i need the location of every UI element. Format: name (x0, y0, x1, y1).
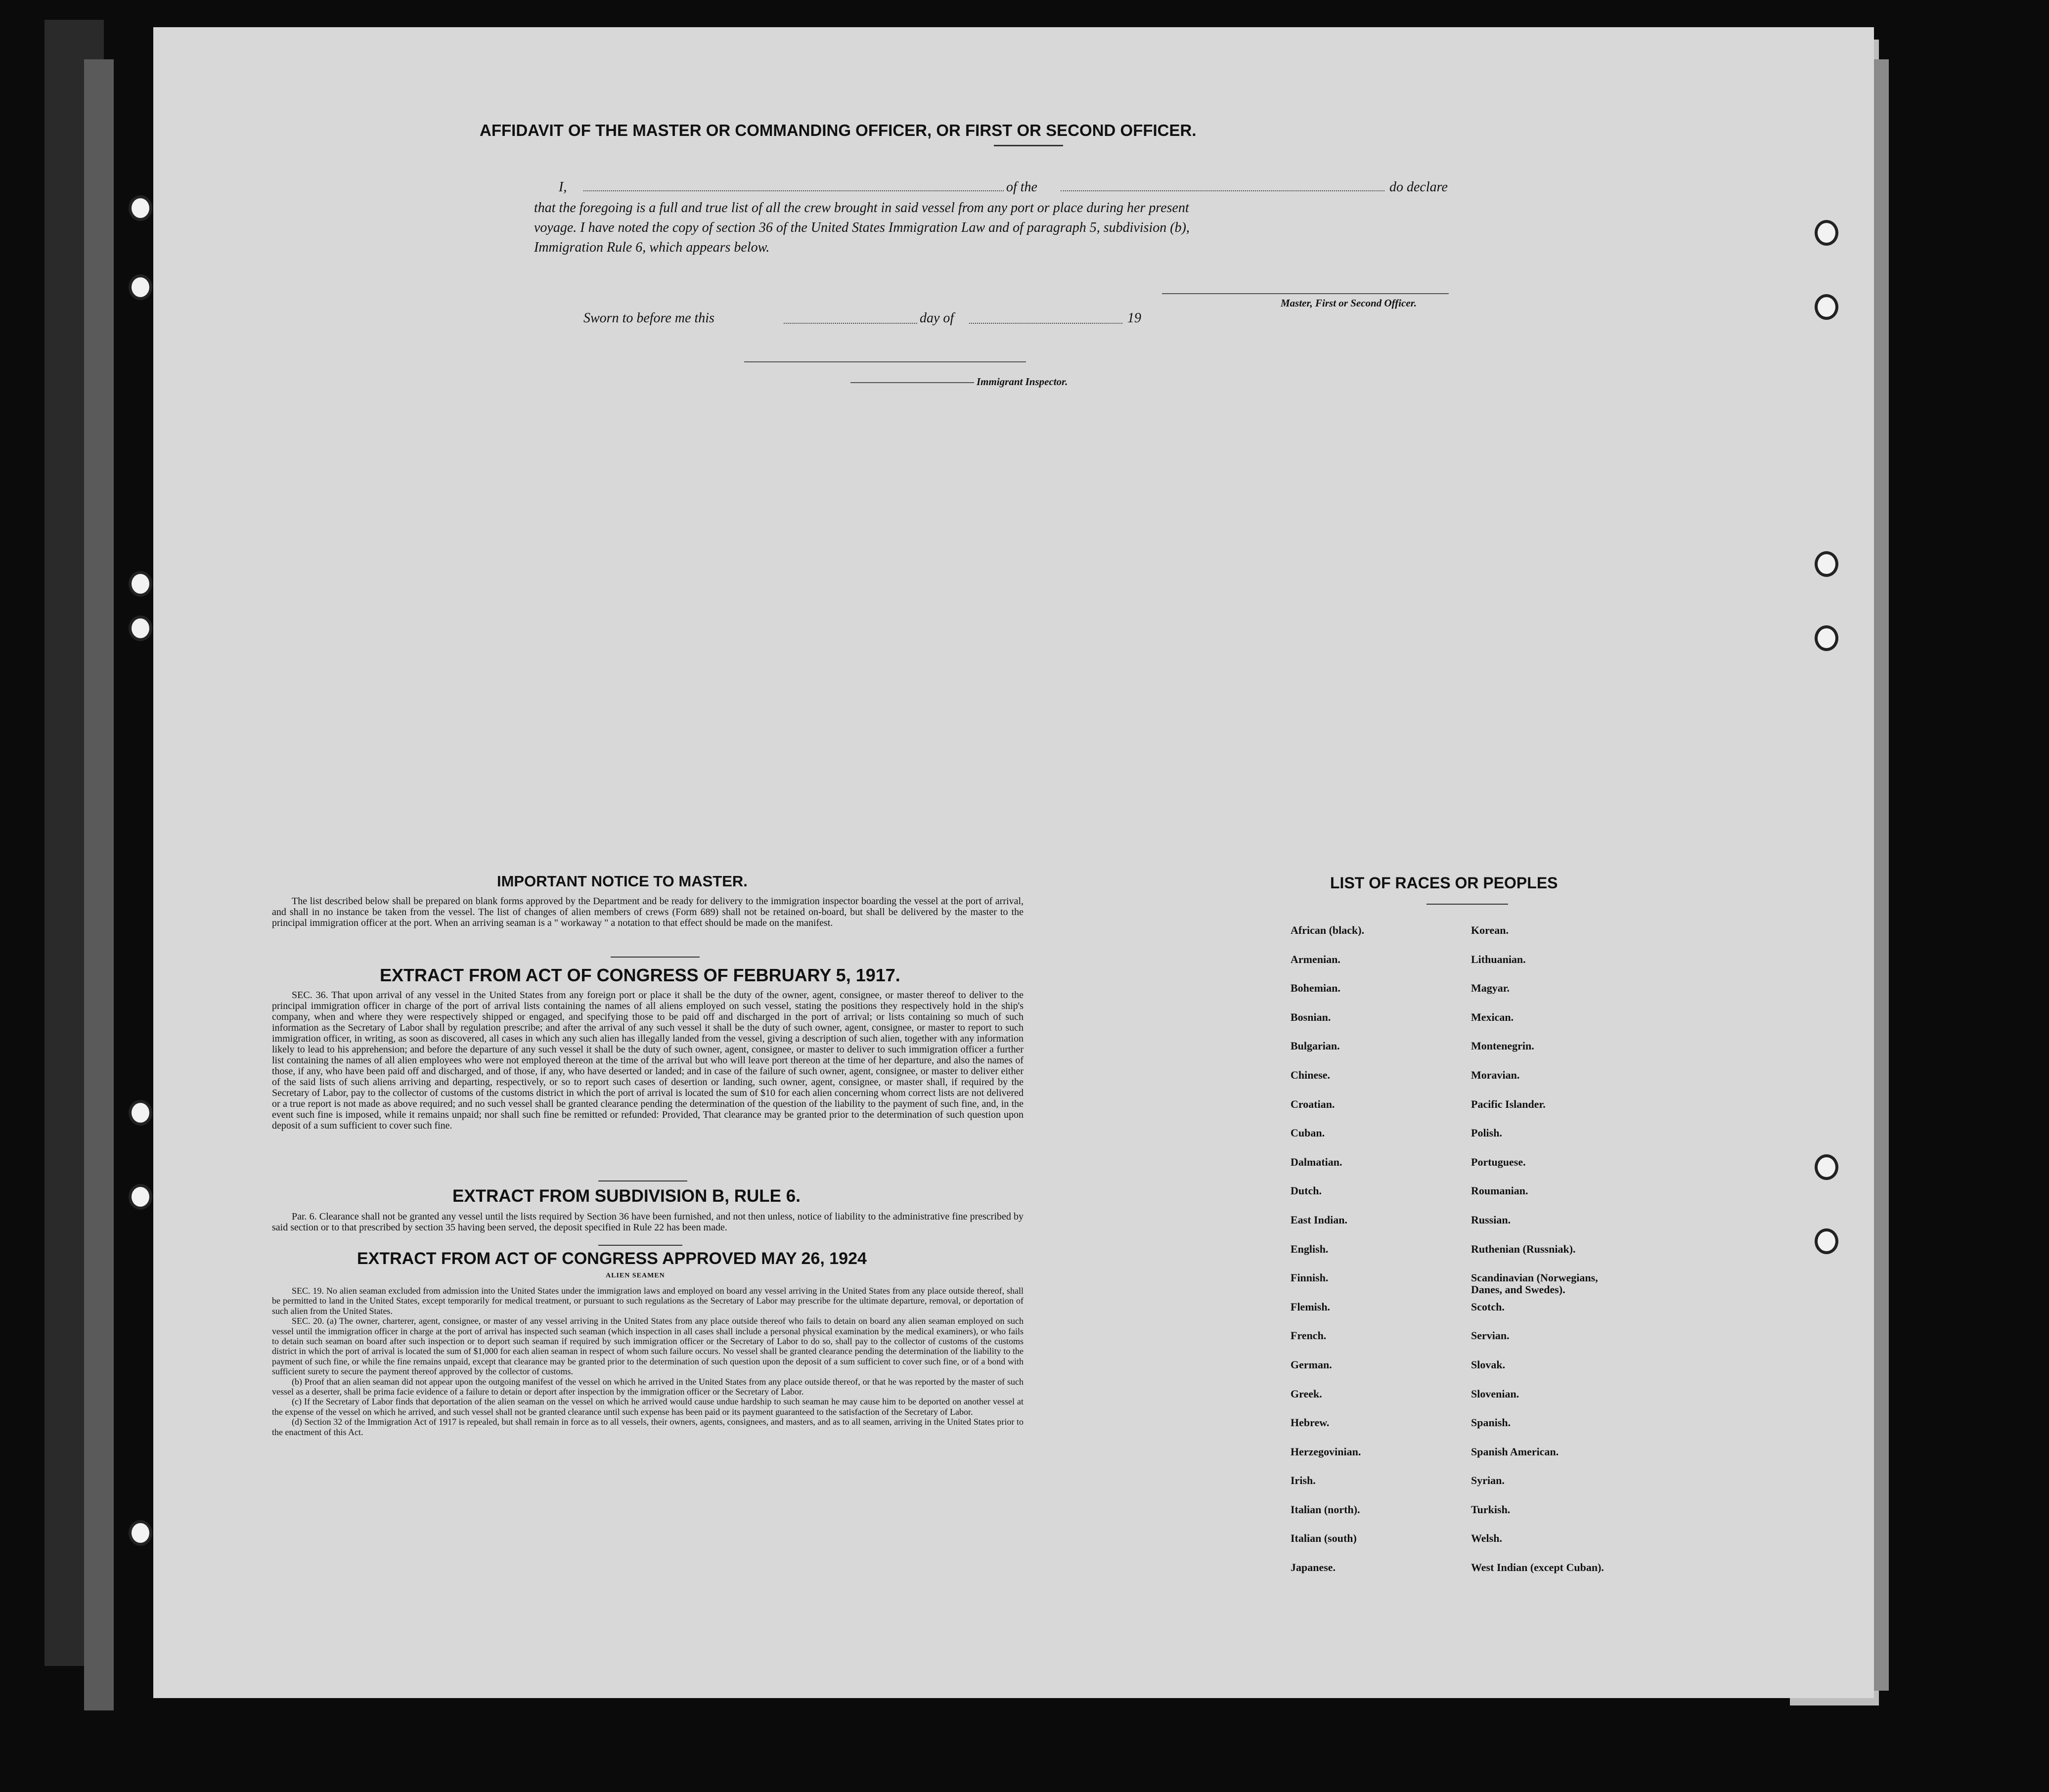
extract-1917-rule (598, 1180, 687, 1181)
race-entry: Syrian. (1471, 1474, 1505, 1487)
race-entry: Japanese. (1291, 1561, 1336, 1574)
extract-1924-sec20b: (b) Proof that an alien seaman did not appear upon the outgoing manifest of the vessel on which he arrived in the United States from any place outside thereof, or that he was reported by the master of such vessel as a deserter, shall be prima facie evidence of a failure to detain or deport after inspection by the immigration officer or the Secretary of Labor. (272, 1376, 1024, 1397)
race-entry: Bosnian. (1291, 1010, 1331, 1023)
binder-hole (129, 615, 152, 641)
notice-text (272, 896, 1024, 928)
manifest-page (153, 27, 1874, 1698)
races-title: LIST OF RACES OR PEOPLES (1330, 874, 1558, 892)
affidavit-declare-label: do declare (1389, 179, 1448, 195)
extract-rule6-text (272, 1211, 1024, 1233)
affidavit-title-rule (994, 145, 1063, 146)
races-left-column (1291, 924, 1478, 1591)
race-entry: Turkish. (1471, 1503, 1511, 1516)
race-entry: English. (1291, 1242, 1329, 1255)
race-entry: African (black). (1291, 924, 1365, 936)
race-entry: Lithuanian. (1471, 953, 1526, 965)
race-entry: Dalmatian. (1291, 1155, 1342, 1168)
binder-hole (129, 1184, 152, 1210)
vessel-blank (1061, 190, 1384, 191)
extract-1924-title: EXTRACT FROM ACT OF CONGRESS APPROVED MAY 26, 1924 (357, 1249, 867, 1268)
binder-hole (129, 571, 152, 597)
notice-paragraph: The list described below shall be prepared on blank forms approved by the Department and be ready for delivery to the immigration inspector boarding the vessel at the port of arrival, and shall in no instance be taken from the vessel. The list of changes of alien members of crews (Form 689) shall not be retained on-board, but shall be delivered by the master to the principal immigration officer at the port. When an arriving seaman is a " workaway " a notation to that effect should be made on the manifest. (272, 896, 1024, 928)
binder-hole (1815, 294, 1838, 320)
binder-hole (1815, 1154, 1838, 1180)
extract-1924-sec20a: SEC. 20. (a) The owner, charterer, agent, consignee, or master of any vessel arriving in the United States from any place outside thereof who fails to detain on board any alien seaman employed on such vessel until the immigration officer in charge at the port of arrival has inspected such seaman (which inspection in all cases shall include a personal physical examination by the medical examiners), or who fails to detain such seaman on board after such inspection or to deport such seaman if required by such immigration officer or the Secretary of Labor to do so, shall pay to the collector of customs of the customs district in which the port of arrival is located the sum of $1,000 for each alien seaman in respect of whom such failure occurs. No vessel shall be granted clearance pending the determination of the liability to the payment of such fine, or while the fine remains unpaid, except that clearance may be granted prior to the determination of such question upon the deposit of a sum sufficient to cover such fine, or of a bond with sufficient surety to secure the payment thereof approved by the collector of customs. (272, 1316, 1024, 1377)
inspector-signature-line (744, 361, 1026, 362)
affidavit-statement-1: that the foregoing is a full and true list of all the crew brought in said vessel from any port or place during her present (534, 200, 1189, 216)
race-entry: Finnish. (1291, 1271, 1329, 1284)
race-entry: Ruthenian (Russniak). (1471, 1242, 1576, 1255)
races-title-rule (1426, 904, 1508, 905)
race-entry: Roumanian. (1471, 1184, 1528, 1197)
race-entry: Greek. (1291, 1387, 1322, 1400)
extract-1917-title: EXTRACT FROM ACT OF CONGRESS OF FEBRUARY 5, 1917. (380, 965, 900, 985)
day-of-label: day of (920, 310, 954, 326)
race-entry: Bulgarian. (1291, 1040, 1340, 1052)
race-entry: Pacific Islander. (1471, 1097, 1546, 1110)
race-entry: Italian (north). (1291, 1503, 1360, 1516)
race-entry: Spanish. (1471, 1416, 1511, 1429)
race-entry: Welsh. (1471, 1532, 1502, 1545)
race-entry: Polish. (1471, 1127, 1502, 1139)
extract-rule6-rule (598, 1245, 682, 1246)
race-entry: Herzegovinian. (1291, 1445, 1361, 1458)
affidavit-statement-2: voyage. I have noted the copy of section 36 of the United States Immigration Law and of paragraph 5, subdivision (b), (534, 220, 1190, 235)
race-entry: Moravian. (1471, 1068, 1520, 1081)
races-right-column (1471, 924, 1679, 1591)
binder-hole (129, 1100, 152, 1126)
binder-hole (129, 1520, 152, 1546)
underlying-sheet-edge (84, 59, 114, 1710)
race-entry: Hebrew. (1291, 1416, 1330, 1429)
extract-1924-sec19: SEC. 19. No alien seaman excluded from admission into the United States under the immigration laws and employed on board any vessel arriving in the United States from any place outside thereof, shall be permitted to land in the United States, except temporarily for medical treatment, or pursuant to such regulations as the Secretary of Labor may prescribe for the ultimate departure, removal, or deportation of such alien from the United States. (272, 1286, 1024, 1316)
race-entry: French. (1291, 1329, 1327, 1342)
extract-1917-text (272, 990, 1024, 1131)
race-entry: Korean. (1471, 924, 1509, 936)
race-entry: Irish. (1291, 1474, 1316, 1487)
extract-1924-sec20c: (c) If the Secretary of Labor finds that deportation of the alien seaman on the vessel on which he arrived would cause undue hardship to such seaman he may cause him to be deported on another vessel at the expense of the vessel on which he arrived, and such vessel shall not be granted clearance until such expense has been paid or its payment guaranteed to the satisfaction of the Secretary of Labor. (272, 1397, 1024, 1417)
race-entry: Croatian. (1291, 1097, 1335, 1110)
master-signature-line (1162, 293, 1449, 294)
race-entry: Dutch. (1291, 1184, 1322, 1197)
affidavit-i-label: I, (559, 179, 567, 195)
notice-rule (611, 957, 700, 958)
extract-1924-subtitle: ALIEN SEAMEN (606, 1272, 665, 1279)
race-entry: Cuban. (1291, 1127, 1325, 1139)
name-blank (583, 190, 1004, 191)
race-entry: Spanish American. (1471, 1445, 1559, 1458)
binder-hole (1815, 551, 1838, 577)
binder-hole (1815, 625, 1838, 651)
race-entry: Slovenian. (1471, 1387, 1519, 1400)
race-entry: West Indian (except Cuban). (1471, 1561, 1604, 1574)
race-entry: Russian. (1471, 1213, 1511, 1226)
race-entry: Slovak. (1471, 1358, 1506, 1371)
sworn-day-blank (784, 323, 917, 324)
race-entry: Scotch. (1471, 1300, 1505, 1313)
race-entry: Mexican. (1471, 1010, 1514, 1023)
extract-1924-text (272, 1286, 1024, 1437)
race-entry: Magyar. (1471, 982, 1510, 995)
sworn-label: Sworn to before me this (583, 310, 714, 326)
race-entry: Montenegrin. (1471, 1040, 1534, 1052)
binder-hole (1815, 220, 1838, 246)
binder-hole (129, 274, 152, 300)
sworn-month-blank (969, 323, 1122, 324)
race-entry: Servian. (1471, 1329, 1510, 1342)
race-entry: Portuguese. (1471, 1155, 1526, 1168)
master-signature-label: Master, First or Second Officer. (1281, 297, 1417, 309)
affidavit-title: AFFIDAVIT OF THE MASTER OR COMMANDING OFFICER, OR FIRST OR SECOND OFFICER. (480, 121, 1197, 139)
race-entry: East Indian. (1291, 1213, 1347, 1226)
race-entry: Chinese. (1291, 1068, 1331, 1081)
inspector-short-line (850, 382, 974, 383)
race-entry: Armenian. (1291, 953, 1340, 965)
extract-1917-paragraph: SEC. 36. That upon arrival of any vessel in the United States from any foreign port or place it shall be the duty of the owner, agent, consignee, or master thereof to deliver to the principal immigration officer in charge of the port of arrival lists containing the names of all aliens employed on such vessel, stating the positions they respectively hold in the ship's company, when and where they were respectively shipped or engaged, and specifying those to be paid off and discharged in the port of arrival; or lists containing so much of such information as the Secretary of Labor shall by regulation prescribe; and after the arrival of any such vessel it shall be the duty of such owner, agent, consignee, or master to report to such immigration officer, in writing, as soon as discovered, all cases in which any such alien has illegally landed from the vessel, giving a description of such alien, together with any information likely to lead to his apprehension; and before the departure of any such vessel it shall be the duty of such owner, agent, consignee, or master to deliver to such immigration officer a further list containing the names of all alien employees who were not employed thereon at the time of the arrival but who will leave port thereon at the time of her departure, and also the names of those, if any, who have been paid off and discharged, and of those, if any, who have deserted or landed; and in case of the failure of such owner, agent, consignee, or master to deliver either of the said lists of such aliens arriving and departing, respectively, or so to report such cases of desertion or landing, such owner, agent, consignee, or master shall, if required by the Secretary of Labor, pay to the collector of customs of the customs district in which the port of arrival is located the sum of $10 for each alien concerning whom correct lists are not delivered or a true report is not made as above required; and no such vessel shall be granted clearance pending the determination of the question of the liability to the payment of such fine, and, in the event such fine is imposed, while it remains unpaid; nor shall such fine be remitted or refunded: Provided, That clearance may be granted prior to the determination of such question upon deposit of a sum sufficient to cover such fine. (272, 990, 1024, 1131)
notice-title: IMPORTANT NOTICE TO MASTER. (497, 873, 748, 890)
binder-hole (1815, 1228, 1838, 1254)
year-label: 19 (1127, 310, 1141, 326)
binder-hole (129, 195, 152, 221)
extract-1924-sec20d: (d) Section 32 of the Immigration Act of 1917 is repealed, but shall remain in force as to all vessels, their owners, agents, consignees, and masters, and as to all seamen, arriving in the United States prior to the enactment of this Act. (272, 1417, 1024, 1437)
race-entry: Italian (south) (1291, 1532, 1357, 1545)
race-entry: Flemish. (1291, 1300, 1331, 1313)
affidavit-statement-3: Immigration Rule 6, which appears below. (534, 240, 770, 255)
affidavit-of-the-label: of the (1006, 179, 1037, 195)
extract-rule6-paragraph: Par. 6. Clearance shall not be granted any vessel until the lists required by Section 36 have been furnished, and not then unless, notice of liability to the administrative fine prescribed by said section or to that prescribed by section 35 having been served, the deposit specified in Rule 22 has been made. (272, 1211, 1024, 1233)
race-entry: German. (1291, 1358, 1332, 1371)
race-entry: Bohemian. (1291, 982, 1340, 995)
extract-rule6-title: EXTRACT FROM SUBDIVISION B, RULE 6. (452, 1186, 801, 1206)
inspector-label: Immigrant Inspector. (977, 376, 1068, 388)
race-entry: Scandinavian (Norwegians, Danes, and Swedes). (1471, 1271, 1598, 1296)
